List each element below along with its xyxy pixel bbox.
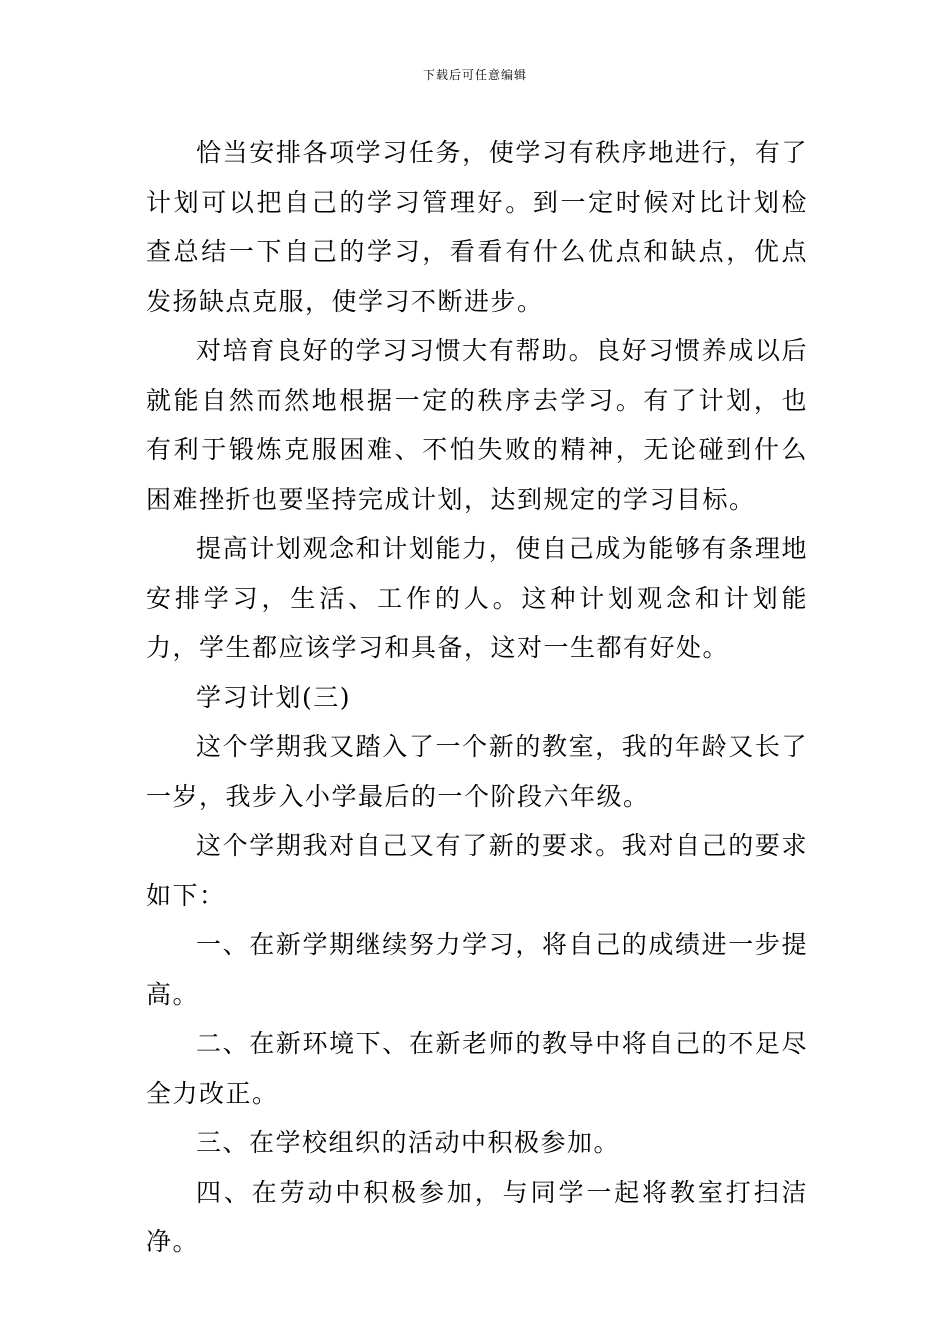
paragraph-3: 提高计划观念和计划能力，使自己成为能够有条理地安排学习，生活、工作的人。这种计划观念和计划能力，学生都应该学习和具备，这对一生都有好处。 [146, 534, 808, 662]
document-body [146, 128, 808, 1267]
list-item-2: 二、在新环境下、在新老师的教导中将自己的不足尽全力改正。 [146, 1029, 808, 1108]
list-item-4: 四、在劳动中积极参加，与同学一起将教室打扫洁净。 [146, 1177, 808, 1256]
list-item-3: 三、在学校组织的活动中积极参加。 [196, 1128, 621, 1157]
paragraph-5: 这个学期我对自己又有了新的要求。我对自己的要求如下： [146, 831, 808, 910]
paragraph-1: 恰当安排各项学习任务，使学习有秩序地进行，有了计划可以把自己的学习管理好。到一定时候对比计划检查总结一下自己的学习，看看有什么优点和缺点，优点发扬缺点克服，使学习不断进步。 [146, 138, 808, 316]
paragraph-4: 这个学期我又踏入了一个新的教室，我的年龄又长了一岁，我步入小学最后的一个阶段六年级。 [146, 732, 808, 811]
section-heading: 学习计划(三) [196, 682, 352, 712]
paragraph-2: 对培育良好的学习习惯大有帮助。良好习惯养成以后就能自然而然地根据一定的秩序去学习。有了计划，也有利于锻炼克服困难、不怕失败的精神，无论碰到什么困难挫折也要坚持完成计划，达到规定的学习目标。 [146, 336, 808, 514]
list-item-1: 一、在新学期继续努力学习，将自己的成绩进一步提高。 [146, 930, 808, 1009]
page-header: 下载后可任意编辑 [422, 68, 527, 82]
